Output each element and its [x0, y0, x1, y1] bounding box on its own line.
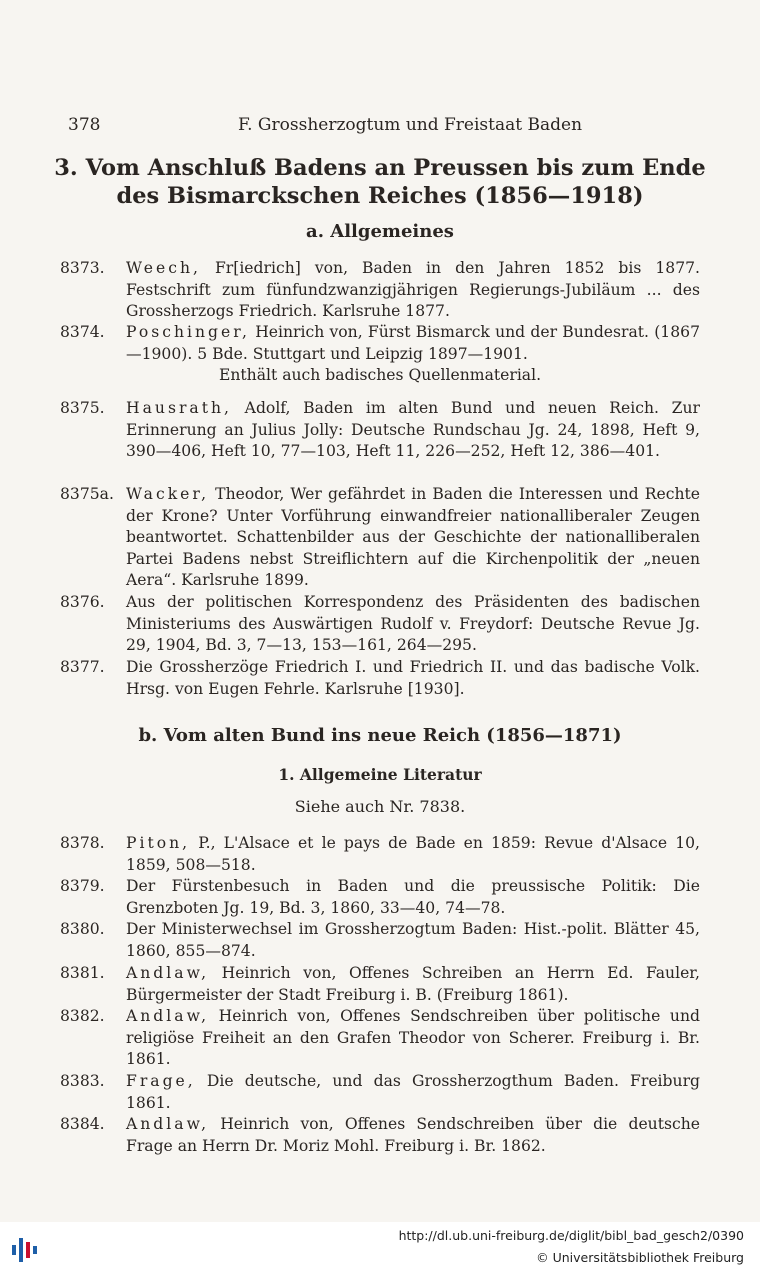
- entry-number: 8381.: [60, 964, 105, 982]
- copyright-notice: © Universitätsbibliothek Freiburg: [536, 1250, 744, 1265]
- page-number: 378: [68, 115, 101, 135]
- entry-number: 8376.: [60, 593, 105, 611]
- bibliography-entry: [60, 398, 700, 463]
- entry-text: Die deutsche, und das Grossherzogthum Baden. Freiburg 1861.: [126, 1072, 700, 1112]
- bibliography-entry: [60, 876, 700, 919]
- see-also-note: Siehe auch Nr. 7838.: [294, 797, 466, 816]
- bibliography-entry: [60, 592, 700, 657]
- bibliography-entry: [60, 258, 700, 323]
- chapter-title-line2: des Bismarckschen Reiches (1856—1918): [116, 183, 644, 209]
- bibliography-entry: [60, 1006, 700, 1071]
- bibliography-entry: [60, 484, 700, 592]
- chapter-title: [40, 154, 720, 210]
- bibliography-entry: [60, 657, 700, 700]
- entry-number: 8384.: [60, 1115, 105, 1133]
- entry-number: 8374.: [60, 323, 105, 341]
- entry-text: Heinrich von, Offenes Sendschreiben über politische und religiöse Freiheit an den Grafen Theodor von Scherer. Freiburg i. Br. 1861.: [126, 1007, 700, 1068]
- entry-text: Der Ministerwechsel im Grossherzogtum Baden: Hist.-polit. Blätter 45, 1860, 855—874.: [126, 920, 700, 960]
- entry-text: Aus der politischen Korrespondenz des Präsidenten des badischen Ministeriums des Auswärtigen Rudolf v. Freydorf: Deutsche Revue Jg. 29, 1904, Bd. 3, 7—13, 153—161, 264—295.: [126, 593, 700, 654]
- ub-freiburg-logo-icon[interactable]: [8, 1232, 42, 1266]
- entry-text: Fr[iedrich] von, Baden in den Jahren 1852 bis 1877. Festschrift zum fünfundzwanzigjährigen Regierungs-Jubiläum ... des Grossherzogs Friedrich. Karlsruhe 1877.: [126, 259, 700, 320]
- bibliography-entry: [60, 963, 700, 1006]
- entry-note: Enthält auch badisches Quellenmaterial.: [218, 366, 542, 384]
- entry-author: Andlaw,: [126, 964, 210, 982]
- section-heading-b: b. Vom alten Bund ins neue Reich (1856—1871): [138, 725, 622, 746]
- entry-text: Der Fürstenbesuch in Baden und die preussische Politik: Die Grenzboten Jg. 19, Bd. 3, 1860, 33—40, 74—78.: [126, 877, 700, 917]
- entry-number: 8373.: [60, 259, 105, 277]
- entry-author: Andlaw,: [126, 1115, 210, 1133]
- bibliography-entry: [60, 919, 700, 962]
- entry-text: Heinrich von, Offenes Sendschreiben über die deutsche Frage an Herrn Dr. Moriz Mohl. Freiburg i. Br. 1862.: [126, 1115, 700, 1155]
- viewer-footer: [0, 1222, 760, 1274]
- entry-number: 8375.: [60, 399, 105, 417]
- section-heading-a: a. Allgemeines: [306, 221, 454, 242]
- entry-number: 8383.: [60, 1072, 105, 1090]
- entry-text: Heinrich von, Offenes Schreiben an Herrn Ed. Fauler, Bürgermeister der Stadt Freiburg i. B. (Freiburg 1861).: [126, 964, 700, 1004]
- entry-author: Andlaw,: [126, 1007, 210, 1025]
- entry-number: 8375a.: [60, 485, 114, 503]
- bibliography-entry: [60, 1071, 700, 1114]
- bibliography-entry: [60, 322, 700, 387]
- entry-author: Wacker,: [126, 485, 210, 503]
- entry-number: 8380.: [60, 920, 105, 938]
- entry-text: Die Grossherzöge Friedrich I. und Friedrich II. und das badische Volk. Hrsg. von Eugen Fehrle. Karlsruhe [1930].: [126, 658, 700, 698]
- entry-number: 8382.: [60, 1007, 105, 1025]
- page-header: [0, 115, 760, 141]
- entry-author: Poschinger,: [126, 323, 250, 341]
- entry-text: P., L'Alsace et le pays de Bade en 1859: Revue d'Alsace 10, 1859, 508—518.: [126, 834, 700, 874]
- subsection-heading: 1. Allgemeine Literatur: [278, 765, 482, 784]
- entry-number: 8378.: [60, 834, 105, 852]
- source-url[interactable]: http://dl.ub.uni-freiburg.de/diglit/bibl_bad_gesch2/0390: [398, 1228, 744, 1243]
- entry-author: Weech,: [126, 259, 201, 277]
- chapter-title-line1: 3. Vom Anschluß Badens an Preussen bis zum Ende: [54, 155, 706, 181]
- entry-author: Piton,: [126, 834, 191, 852]
- bibliography-entry: [60, 833, 700, 876]
- entry-text: Theodor, Wer gefährdet in Baden die Interessen und Rechte der Krone? Unter Vorführung einwandfreier nationalliberaler Zeugen beantwortet. Schattenbilder aus der Geschichte der nationalliberalen Partei Badens nebst Streiflichtern auf die Kirchenpolitik der „neuen Aera“. Karlsruhe 1899.: [126, 485, 700, 589]
- running-title: F. Grossherzogtum und Freistaat Baden: [237, 115, 583, 135]
- entry-text: Heinrich von, Fürst Bismarck und der Bundesrat. (1867—1900). 5 Bde. Stuttgart und Leipzig 1897—1901.: [126, 323, 700, 363]
- entry-number: 8377.: [60, 658, 105, 676]
- entry-author: Hausrath,: [126, 399, 232, 417]
- entry-number: 8379.: [60, 877, 105, 895]
- bibliography-entry: [60, 1114, 700, 1157]
- entry-author: Frage,: [126, 1072, 196, 1090]
- entry-text: Adolf, Baden im alten Bund und neuen Reich. Zur Erinnerung an Julius Jolly: Deutsche Rundschau Jg. 24, 1898, Heft 9, 390—406, Heft 10, 77—103, Heft 11, 226—252, Heft 12, 386—401.: [126, 399, 700, 460]
